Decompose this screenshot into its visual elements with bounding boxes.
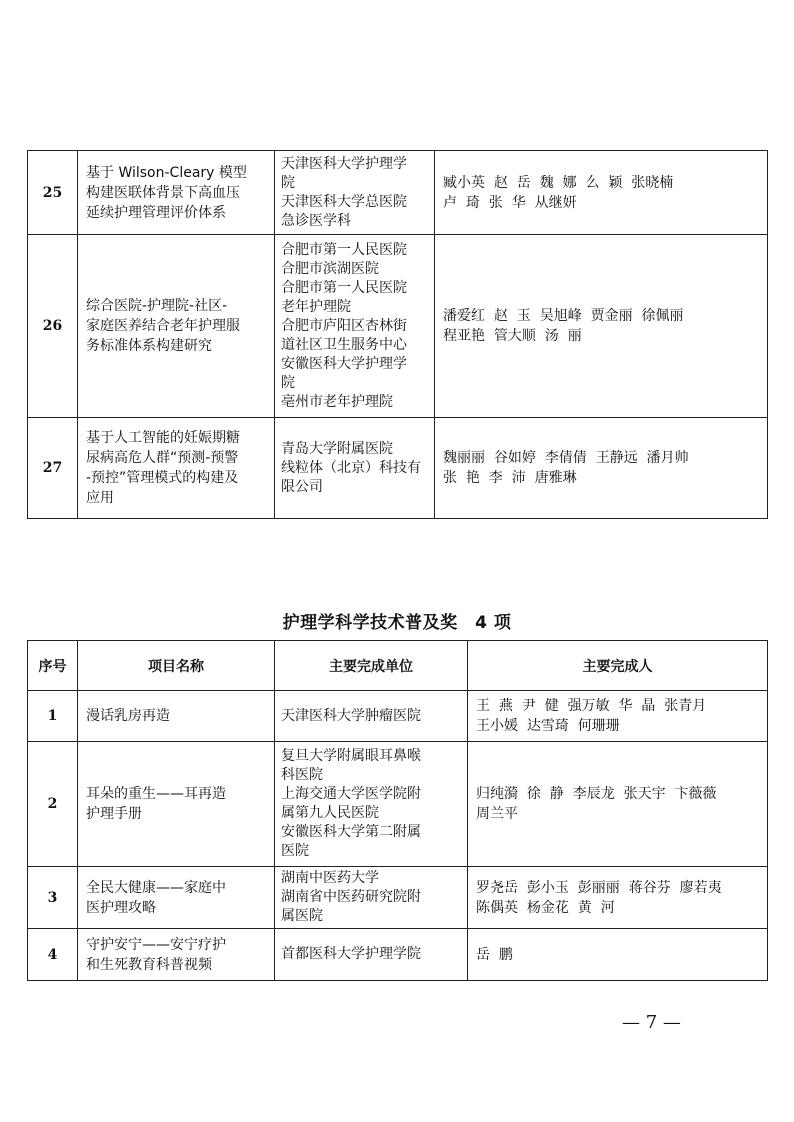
completion-units: 首都医科大学护理学院	[275, 929, 468, 981]
row-number: 27	[28, 418, 78, 519]
row-number: 2	[28, 742, 78, 867]
project-name: 基于人工智能的妊娠期糖 尿病高危人群“预测-预警 -预控”管理模式的构建及 应用	[78, 418, 275, 519]
people-line: 卢 琦 张 华 从继妍	[443, 194, 577, 211]
table-row	[28, 691, 768, 742]
people-line: 罗尧岳 彭小玉 彭丽丽 蒋谷芬 廖若夷	[476, 879, 722, 896]
completion-units: 青岛大学附属医院 线粒体（北京）科技有 限公司	[275, 418, 435, 519]
people-line: 程亚艳 管大顺 汤 丽	[443, 328, 582, 344]
completion-people	[468, 867, 768, 929]
completion-units: 湖南中医药大学 湖南省中医药研究院附 属医院	[275, 867, 468, 929]
table-row	[28, 929, 768, 981]
table-row	[28, 742, 768, 867]
row-number: 4	[28, 929, 78, 981]
people-line: 王小媛 达雪琦 何珊珊	[476, 718, 620, 734]
completion-units: 合肥市第一人民医院 合肥市滨湖医院 合肥市第一人民医院 老年护理院 合肥市庐阳区杏林街 道社区卫生服务中心 安徽医科大学护理学 院 亳州市老年护理院	[275, 235, 435, 418]
table-row	[28, 418, 768, 519]
people-line: 臧小英 赵 岳 魏 娜 么 颖 张晓楠	[443, 174, 674, 191]
people-line: 魏丽丽 谷如婷 李倩倩 王静远 潘月帅	[443, 450, 689, 466]
completion-units: 天津医科大学护理学 院 天津医科大学总医院 急诊医学科	[275, 151, 435, 235]
awards-table-continued	[27, 150, 768, 519]
project-name: 耳朵的重生——耳再造 护理手册	[78, 742, 275, 867]
people-line: 陈偶英 杨金花 黄 河	[476, 899, 615, 916]
completion-people	[468, 929, 768, 981]
project-name: 漫话乳房再造	[78, 691, 275, 742]
header-row	[28, 641, 768, 691]
project-name: 综合医院-护理院-社区- 家庭医养结合老年护理服 务标准体系构建研究	[78, 235, 275, 418]
people-line: 周兰平	[476, 806, 518, 822]
header-no: 序号	[28, 641, 78, 691]
table-row	[28, 235, 768, 418]
header-unit: 主要完成单位	[275, 641, 468, 691]
project-name: 全民大健康——家庭中 医护理攻略	[78, 867, 275, 929]
completion-people	[468, 742, 768, 867]
page-number: — 7 —	[622, 1012, 681, 1033]
completion-people	[468, 691, 768, 742]
project-name: 基于 Wilson-Cleary 模型 构建医联体背景下高血压 延续护理管理评价体系	[78, 151, 275, 235]
header-people: 主要完成人	[468, 641, 768, 691]
table-row	[28, 867, 768, 929]
people-line: 岳 鹏	[476, 946, 513, 963]
table-row	[28, 151, 768, 235]
row-number: 3	[28, 867, 78, 929]
people-line: 王 燕 尹 健 强万敏 华 晶 张青月	[476, 698, 707, 714]
header-name: 项目名称	[78, 641, 275, 691]
completion-people	[435, 151, 768, 235]
science-popularization-awards-table	[27, 640, 768, 981]
completion-people	[435, 418, 768, 519]
people-line: 潘爱红 赵 玉 吴旭峰 贾金丽 徐佩丽	[443, 308, 684, 324]
project-name: 守护安宁——安宁疗护 和生死教育科普视频	[78, 929, 275, 981]
row-number: 26	[28, 235, 78, 418]
row-number: 25	[28, 151, 78, 235]
people-line: 张 艳 李 沛 唐雅琳	[443, 470, 577, 486]
completion-units: 复旦大学附属眼耳鼻喉 科医院 上海交通大学医学院附 属第九人民医院 安徽医科大学第二附属 医院	[275, 742, 468, 867]
people-line: 归纯漪 徐 静 李辰龙 张天宇 卞薇薇	[476, 786, 717, 802]
row-number: 1	[28, 691, 78, 742]
completion-units: 天津医科大学肿瘤医院	[275, 691, 468, 742]
section-title: 护理学科学技术普及奖 4 项	[282, 613, 512, 633]
completion-people	[435, 235, 768, 418]
